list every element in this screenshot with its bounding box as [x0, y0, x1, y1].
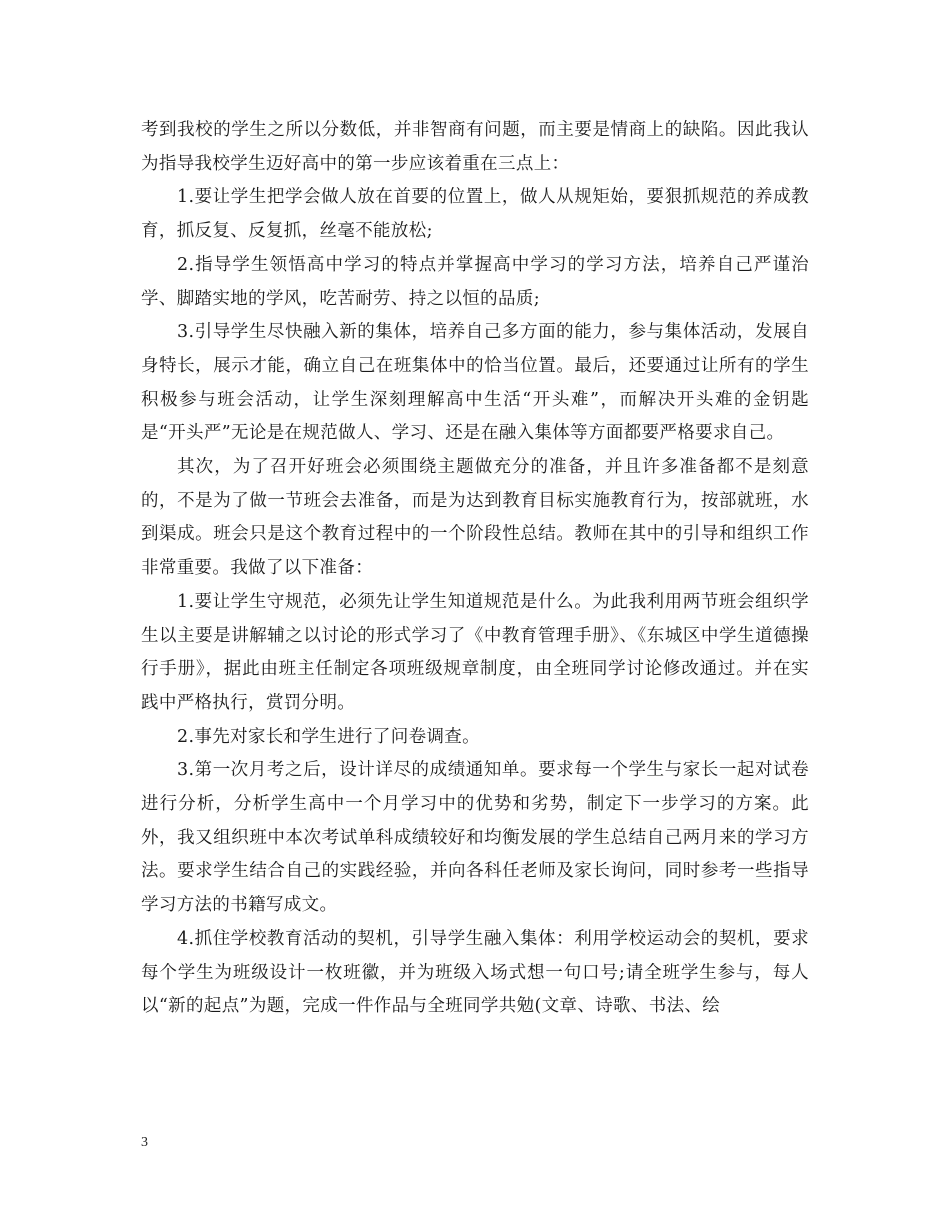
paragraph-6: 1.要让学生守规范，必须先让学生知道规范是什么。为此我利用两节班会组织学生以主要是讲解辅之以讨论的形式学习了《中教育管理手册》、《东城区中学生道德操行手册》，据此由班主任制定各项班级规章制度，由全班同学讨论修改通过。并在实践中严格执行，赏罚分明。 — [141, 591, 809, 713]
paragraph-9: 4.抓住学校教育活动的契机，引导学生融入集体：利用学校运动会的契机，要求每个学生为班级设计一枚班徽，并为班级入场式想一句口号;请全班学生参与，每人以“新的起点”为题，完成一件作品与全班同学共勉(文章、诗歌、书法、绘 — [141, 928, 809, 1017]
paragraph-4: 3.引导学生尽快融入新的集体，培养自己多方面的能力，参与集体活动，发展自身特长，展示才能，确立自己在班集体中的恰当位置。最后，还要通过让所有的学生积极参与班会活动，让学生深刻理解高中生活“开头难”，而解决开头难的金钥匙是“开头严”无论是在规范做人、学习、还是在融入集体等方面都要严格要求自己。 — [141, 322, 809, 444]
page-number: 3 — [141, 1135, 148, 1150]
paragraph-5: 其次，为了召开好班会必须围绕主题做充分的准备，并且许多准备都不是刻意的，不是为了做一节班会去准备，而是为达到教育目标实施教育行为，按部就班，水到渠成。班会只是这个教育过程中的一个阶段性总结。教师在其中的引导和组织工作非常重要。我做了以下准备： — [141, 457, 809, 579]
paragraph-8: 3.第一次月考之后，设计详尽的成绩通知单。要求每一个学生与家长一起对试卷进行分析，分析学生高中一个月学习中的优势和劣势，制定下一步学习的方案。此外，我又组织班中本次考试单科成绩较好和均衡发展的学生总结自己两月来的学习方法。要求学生结合自己的实践经验，并向各科任老师及家长询问，同时参考一些指导学习方法的书籍写成文。 — [141, 760, 809, 916]
paragraph-3: 2.指导学生领悟高中学习的特点并掌握高中学习的学习方法，培养自己严谨治学、脚踏实地的学风，吃苦耐劳、持之以恒的品质; — [141, 254, 809, 309]
paragraph-7: 2.事先对家长和学生进行了问卷调查。 — [177, 726, 480, 747]
body-text — [141, 114, 809, 1024]
paragraph-1: 考到我校的学生之所以分数低，并非智商有问题，而主要是情商上的缺陷。因此我认为指导我校学生迈好高中的第一步应该着重在三点上： — [141, 120, 809, 174]
paragraph-2: 1.要让学生把学会做人放在首要的位置上，做人从规矩始，要狠抓规范的养成教育，抓反复、反复抓，丝毫不能放松; — [141, 187, 809, 242]
